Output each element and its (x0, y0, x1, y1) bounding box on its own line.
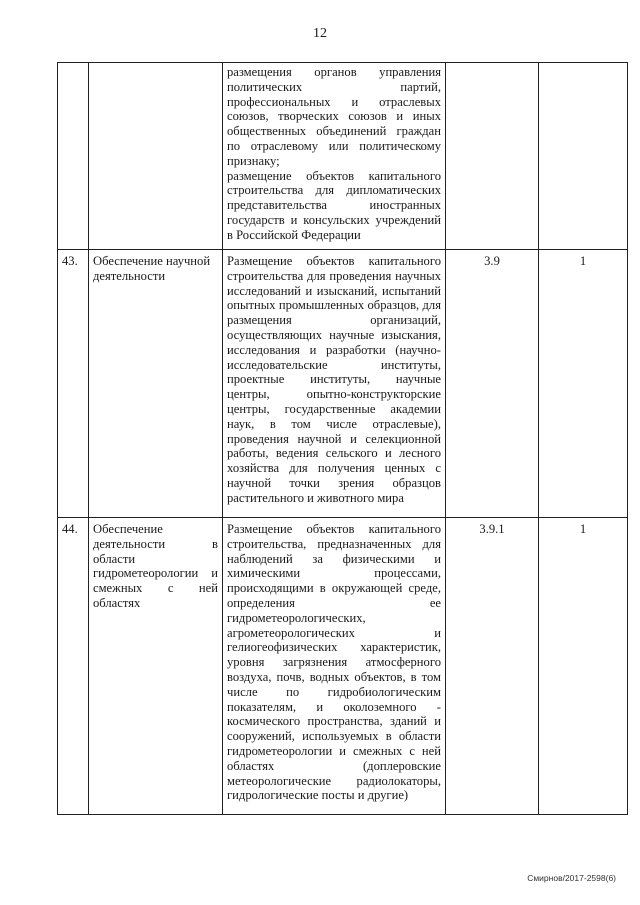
row-number-cell (58, 63, 89, 250)
page-number: 12 (313, 26, 327, 41)
row-description-cell (223, 63, 446, 250)
row-name-cell: Обеспечение деятельности в области гидрометеорологии и смежных с ней областях (89, 518, 223, 815)
description-paragraph: размещения органов управления политических партий, профессиональных и отраслевых союзов, творческих союзов и иных общественных объединений граждан по отраслевому или политическому признаку; (227, 65, 441, 168)
table-row (58, 250, 628, 518)
description-paragraph: размещение объектов капитального строительства для дипломатических представительства иностранных государств и консульских учреждений в Российской Федерации (227, 168, 441, 242)
row-code-cell: 3.9.1 (446, 518, 539, 815)
row-description-cell (223, 250, 446, 518)
row-name-cell: Обеспечение научной деятельности (89, 250, 223, 518)
row-value-cell (539, 63, 628, 250)
table-row (58, 518, 628, 815)
row-value-cell: 1 (539, 518, 628, 815)
row-number-cell: 43. (58, 250, 89, 518)
description-paragraph: Размещение объектов капитального строительства для проведения научных исследований и изысканий, испытаний опытных промышленных образцов, для размещения организаций, осуществляющих научные изыскания, исследования и разработки (научно-исследовательские институты, проектные институты, научные центры, опытно-конструкторские центры, государственные академии наук, в том числе отраслевые), проведения научной и селекционной работы, ведения сельского и лесного хозяйства для получения ценных с научной точки зрения образцов растительного и животного мира (227, 254, 441, 505)
row-number-cell: 44. (58, 518, 89, 815)
row-description-cell (223, 518, 446, 815)
row-value-cell: 1 (539, 250, 628, 518)
row-name-cell (89, 63, 223, 250)
description-paragraph: Размещение объектов капитального строительства, предназначенных для наблюдений за физическими и химическими процессами, происходящими в окружающей среде, определения ее гидрометеорологических, агрометеорологических и гелиогеофизических характеристик, уровня загрязнения атмосферного воздуха, почв, водных объектов, в том числе по гидробиологическим показателям, и околоземного - космического пространства, зданий и сооружений, используемых в области гидрометеорологии и смежных с ней областях (доплеровские метеорологические радиолокаторы, гидрологические посты и другие) (227, 522, 441, 803)
land-use-table (57, 62, 628, 815)
document-reference-code: Смирнов/2017-2598(6) (527, 873, 616, 883)
row-code-cell (446, 63, 539, 250)
row-code-cell: 3.9 (446, 250, 539, 518)
table-row (58, 63, 628, 250)
